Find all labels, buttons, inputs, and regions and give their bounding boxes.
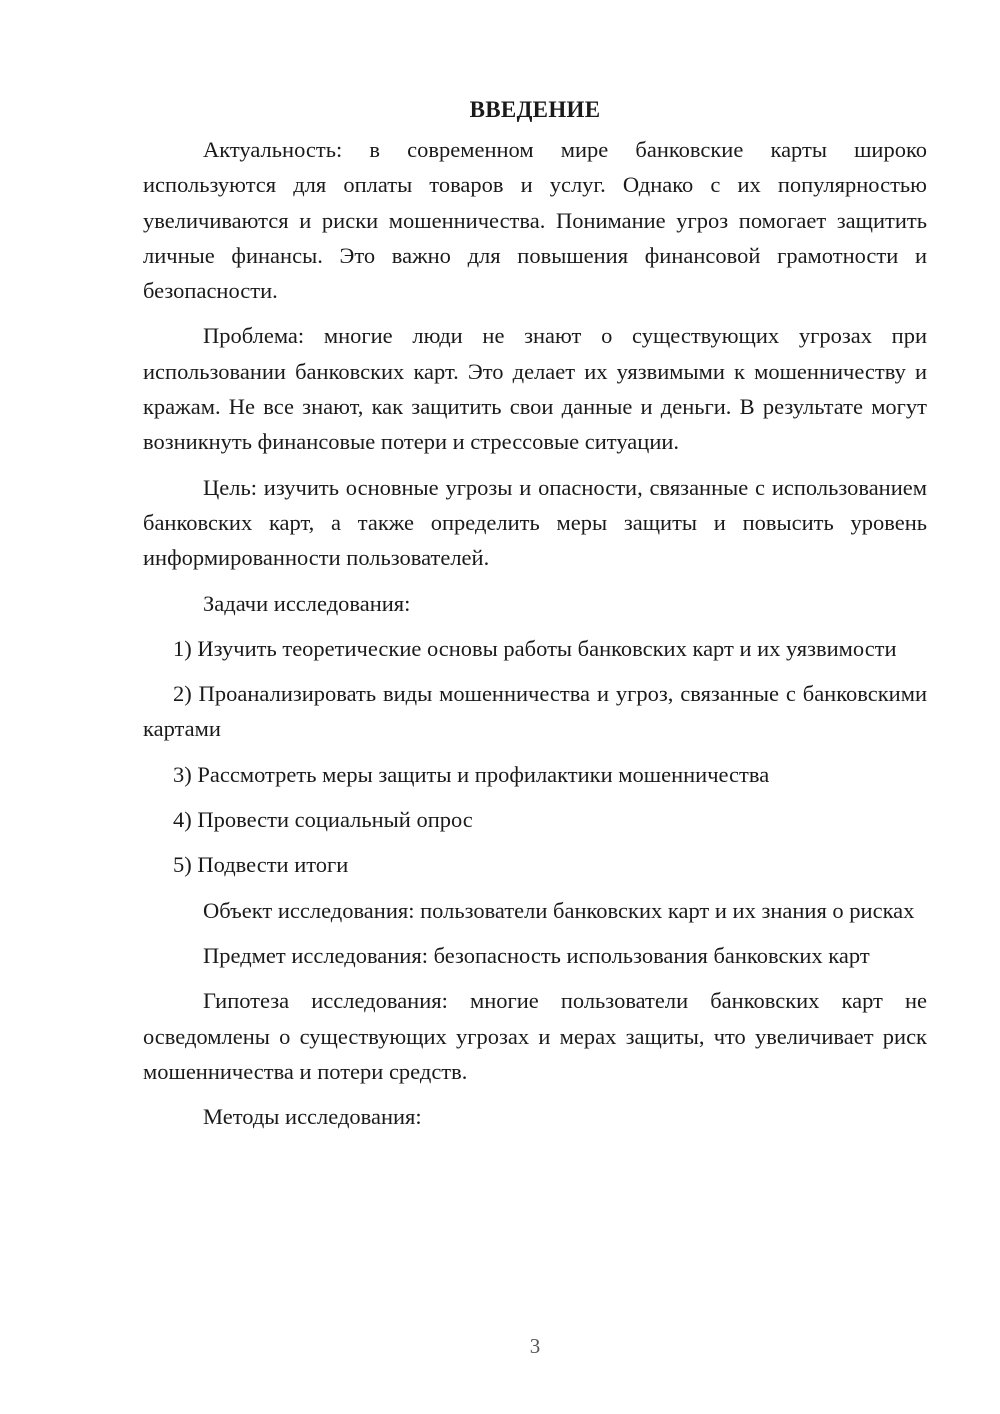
paragraph-methods: Методы исследования: <box>203 1104 422 1130</box>
page-title: ВВЕДЕНИЕ <box>469 97 601 122</box>
paragraph-object: Объект исследования: пользователи банковских карт и их знания о рисках <box>203 897 915 923</box>
paragraph-subject: Предмет исследования: безопасность использования банковских карт <box>203 942 870 968</box>
document-body <box>143 92 927 1144</box>
task-item-5: 5) Подвести итоги <box>173 852 349 878</box>
task-item-3: 3) Рассмотреть меры защиты и профилактики мошенничества <box>173 761 770 787</box>
paragraph-hypothesis: Гипотеза исследования: многие пользователи банковских карт не осведомлены о существующих угрозах и мерах защиты, что увеличивает риск мошенничества и потери средств. <box>143 988 927 1084</box>
page-number: 3 <box>529 1334 541 1358</box>
paragraph-relevance: Актуальность: в современном мире банковские карты широко используются для оплаты товаров и услуг. Однако с их популярностью увеличиваются и риски мошенничества. Понимание угроз помогает защитить личные финансы. Это важно для повышения финансовой грамотности и безопасности. <box>143 137 927 304</box>
task-item-4: 4) Провести социальный опрос <box>173 807 473 833</box>
task-item-1: 1) Изучить теоретические основы работы банковских карт и их уязвимости <box>173 635 897 661</box>
paragraph-problem: Проблема: многие люди не знают о существующих угрозах при использовании банковских карт. Это делает их уязвимыми к мошенничеству и кражам. Не все знают, как защитить свои данные и деньги. В результате могут возникнуть финансовые потери и стрессовые ситуации. <box>143 323 927 455</box>
paragraph-goal: Цель: изучить основные угрозы и опасности, связанные с использованием банковских карт, а также определить меры защиты и повысить уровень информированности пользователей. <box>143 474 927 571</box>
task-item-2: 2) Проанализировать виды мошенничества и угроз, связанные с банковскими картами <box>143 681 927 742</box>
paragraph-tasks-heading: Задачи исследования: <box>203 590 411 616</box>
